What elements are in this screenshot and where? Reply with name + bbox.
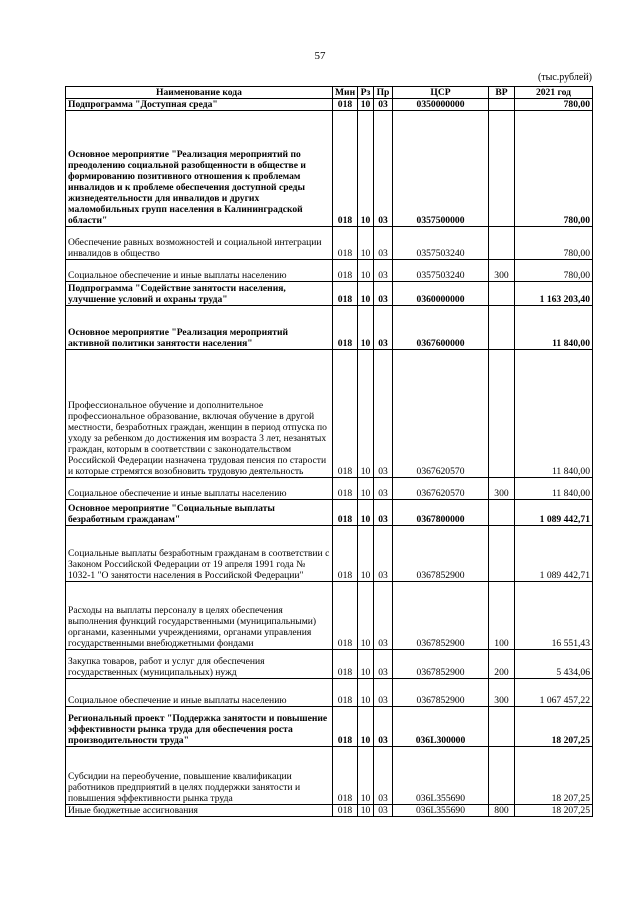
- row-min: 018: [333, 227, 358, 260]
- row-csr: 0367852900: [393, 679, 489, 707]
- table-row: [66, 582, 593, 650]
- row-csr: 0360000000: [393, 282, 489, 306]
- row-min: 018: [333, 282, 358, 306]
- row-csr: 0367800000: [393, 500, 489, 526]
- table-row: [66, 99, 593, 111]
- header-row: [66, 87, 593, 99]
- row-name: Региональный проект "Поддержка занятости и повышение эффективности рынка труда для обеспечения роста производительности труда": [66, 707, 333, 747]
- table-row: [66, 260, 593, 282]
- row-pr: 03: [374, 282, 393, 306]
- row-name: Основное мероприятие "Социальные выплаты безработным гражданам": [66, 500, 333, 526]
- row-name: Социальные выплаты безработным гражданам в соответствии с Законом Российской Федерации от 19 апреля 1991 года № 1032-1 "О занятости населения в Российской Федерации": [66, 526, 333, 582]
- row-csr: 0367852900: [393, 526, 489, 582]
- row-min: 018: [333, 350, 358, 478]
- table-row: [66, 500, 593, 526]
- row-csr: 0357503240: [393, 260, 489, 282]
- row-pr: 03: [374, 805, 393, 817]
- row-pr: 03: [374, 582, 393, 650]
- row-name: Социальное обеспечение и иные выплаты населению: [66, 679, 333, 707]
- row-rz: 10: [358, 111, 374, 227]
- row-name: Профессиональное обучение и дополнительное профессиональное образование, включая обучение в другой местности, безработных граждан, женщин в период отпуска по уходу за ребенком до достижения им возраста 3 лет, незанятых граждан, которым в соответствии с законодательством Российской Федерации назначена трудовая пенсия по старости и которые стремятся возобновить трудовую деятельность: [66, 350, 333, 478]
- row-pr: 03: [374, 500, 393, 526]
- row-rz: 10: [358, 650, 374, 679]
- header-min: Мин: [333, 87, 358, 99]
- row-vr: 300: [489, 478, 515, 500]
- row-min: 018: [333, 747, 358, 805]
- header-vr: ВР: [489, 87, 515, 99]
- row-vr: [489, 111, 515, 227]
- row-amount: 1 089 442,71: [515, 500, 593, 526]
- row-rz: 10: [358, 526, 374, 582]
- row-pr: 03: [374, 707, 393, 747]
- row-vr: [489, 227, 515, 260]
- row-rz: 10: [358, 707, 374, 747]
- row-pr: 03: [374, 260, 393, 282]
- row-csr: 0367852900: [393, 582, 489, 650]
- row-pr: 03: [374, 350, 393, 478]
- row-name: Социальное обеспечение и иные выплаты населению: [66, 260, 333, 282]
- row-name: Подпрограмма "Доступная среда": [66, 99, 333, 111]
- budget-table: [65, 86, 593, 817]
- row-csr: 036L355690: [393, 805, 489, 817]
- row-min: 018: [333, 306, 358, 350]
- row-amount: 780,00: [515, 227, 593, 260]
- row-csr: 0367620570: [393, 350, 489, 478]
- table-row: [66, 306, 593, 350]
- row-amount: 11 840,00: [515, 350, 593, 478]
- row-pr: 03: [374, 526, 393, 582]
- row-vr: 300: [489, 679, 515, 707]
- row-amount: 1 067 457,22: [515, 679, 593, 707]
- row-name: Закупка товаров, работ и услуг для обеспечения государственных (муниципальных) нужд: [66, 650, 333, 679]
- row-csr: 0357500000: [393, 111, 489, 227]
- row-min: 018: [333, 650, 358, 679]
- row-amount: 780,00: [515, 111, 593, 227]
- header-name: Наименование кода: [66, 87, 333, 99]
- row-vr: [489, 526, 515, 582]
- table-row: [66, 747, 593, 805]
- row-rz: 10: [358, 478, 374, 500]
- row-amount: 5 434,06: [515, 650, 593, 679]
- row-rz: 10: [358, 350, 374, 478]
- row-rz: 10: [358, 500, 374, 526]
- row-csr: 0367852900: [393, 650, 489, 679]
- row-amount: 780,00: [515, 99, 593, 111]
- row-csr: 036L300000: [393, 707, 489, 747]
- row-vr: [489, 99, 515, 111]
- row-rz: 10: [358, 282, 374, 306]
- row-name: Основное мероприятие "Реализация мероприятий по преодолению социальной разобщенности в обществе и формированию позитивного отношения к проблемам инвалидов и к проблеме обеспечения доступной среды жизнедеятельности для инвалидов и других маломобильных групп населения в Калининградской области": [66, 111, 333, 227]
- row-vr: [489, 306, 515, 350]
- row-amount: 16 551,43: [515, 582, 593, 650]
- table-row: [66, 282, 593, 306]
- row-vr: 100: [489, 582, 515, 650]
- row-name: Иные бюджетные ассигнования: [66, 805, 333, 817]
- row-amount: 780,00: [515, 260, 593, 282]
- row-rz: 10: [358, 306, 374, 350]
- row-name: Социальное обеспечение и иные выплаты населению: [66, 478, 333, 500]
- row-amount: 11 840,00: [515, 306, 593, 350]
- table-row: [66, 650, 593, 679]
- row-min: 018: [333, 707, 358, 747]
- row-rz: 10: [358, 679, 374, 707]
- row-rz: 10: [358, 99, 374, 111]
- row-amount: 18 207,25: [515, 707, 593, 747]
- row-min: 018: [333, 526, 358, 582]
- row-name: Расходы на выплаты персоналу в целях обеспечения выполнения функций государственными (муниципальными) органами, казенными учреждениями, органами управления государственными внебюджетными фондами: [66, 582, 333, 650]
- unit-note: (тыс.рублей): [537, 72, 592, 83]
- row-pr: 03: [374, 650, 393, 679]
- row-pr: 03: [374, 99, 393, 111]
- row-min: 018: [333, 805, 358, 817]
- row-pr: 03: [374, 227, 393, 260]
- row-vr: [489, 707, 515, 747]
- row-name: Обеспечение равных возможностей и социальной интеграции инвалидов в общество: [66, 227, 333, 260]
- row-min: 018: [333, 582, 358, 650]
- table-row: [66, 478, 593, 500]
- table-row: [66, 805, 593, 817]
- row-min: 018: [333, 500, 358, 526]
- row-amount: 1 163 203,40: [515, 282, 593, 306]
- row-pr: 03: [374, 111, 393, 227]
- row-min: 018: [333, 111, 358, 227]
- row-min: 018: [333, 260, 358, 282]
- row-amount: 18 207,25: [515, 747, 593, 805]
- row-amount: 11 840,00: [515, 478, 593, 500]
- row-vr: [489, 500, 515, 526]
- row-rz: 10: [358, 747, 374, 805]
- row-csr: 0350000000: [393, 99, 489, 111]
- page-number: 57: [314, 50, 326, 62]
- row-csr: 0367600000: [393, 306, 489, 350]
- table-row: [66, 350, 593, 478]
- row-csr: 0357503240: [393, 227, 489, 260]
- row-csr: 0367620570: [393, 478, 489, 500]
- table-row: [66, 526, 593, 582]
- row-vr: [489, 747, 515, 805]
- row-pr: 03: [374, 478, 393, 500]
- row-pr: 03: [374, 747, 393, 805]
- header-pr: Пр: [374, 87, 393, 99]
- row-min: 018: [333, 478, 358, 500]
- row-vr: 800: [489, 805, 515, 817]
- row-pr: 03: [374, 306, 393, 350]
- row-name: Подпрограмма "Содействие занятости населения, улучшение условий и охраны труда": [66, 282, 333, 306]
- row-rz: 10: [358, 227, 374, 260]
- row-vr: [489, 282, 515, 306]
- row-rz: 10: [358, 260, 374, 282]
- row-min: 018: [333, 679, 358, 707]
- table-row: [66, 227, 593, 260]
- row-pr: 03: [374, 679, 393, 707]
- row-name: Основное мероприятие "Реализация мероприятий активной политики занятости населения": [66, 306, 333, 350]
- row-amount: 18 207,25: [515, 805, 593, 817]
- table-row: [66, 707, 593, 747]
- row-vr: 300: [489, 260, 515, 282]
- header-rz: Рз: [358, 87, 374, 99]
- header-year: 2021 год: [515, 87, 593, 99]
- row-rz: 10: [358, 582, 374, 650]
- header-csr: ЦСР: [393, 87, 489, 99]
- row-min: 018: [333, 99, 358, 111]
- row-amount: 1 089 442,71: [515, 526, 593, 582]
- row-vr: [489, 350, 515, 478]
- table-row: [66, 679, 593, 707]
- row-rz: 10: [358, 805, 374, 817]
- table-row: [66, 111, 593, 227]
- row-vr: 200: [489, 650, 515, 679]
- row-csr: 036L355690: [393, 747, 489, 805]
- row-name: Субсидии на переобучение, повышение квалификации работников предприятий в целях поддержки занятости и повышения эффективности рынка труда: [66, 747, 333, 805]
